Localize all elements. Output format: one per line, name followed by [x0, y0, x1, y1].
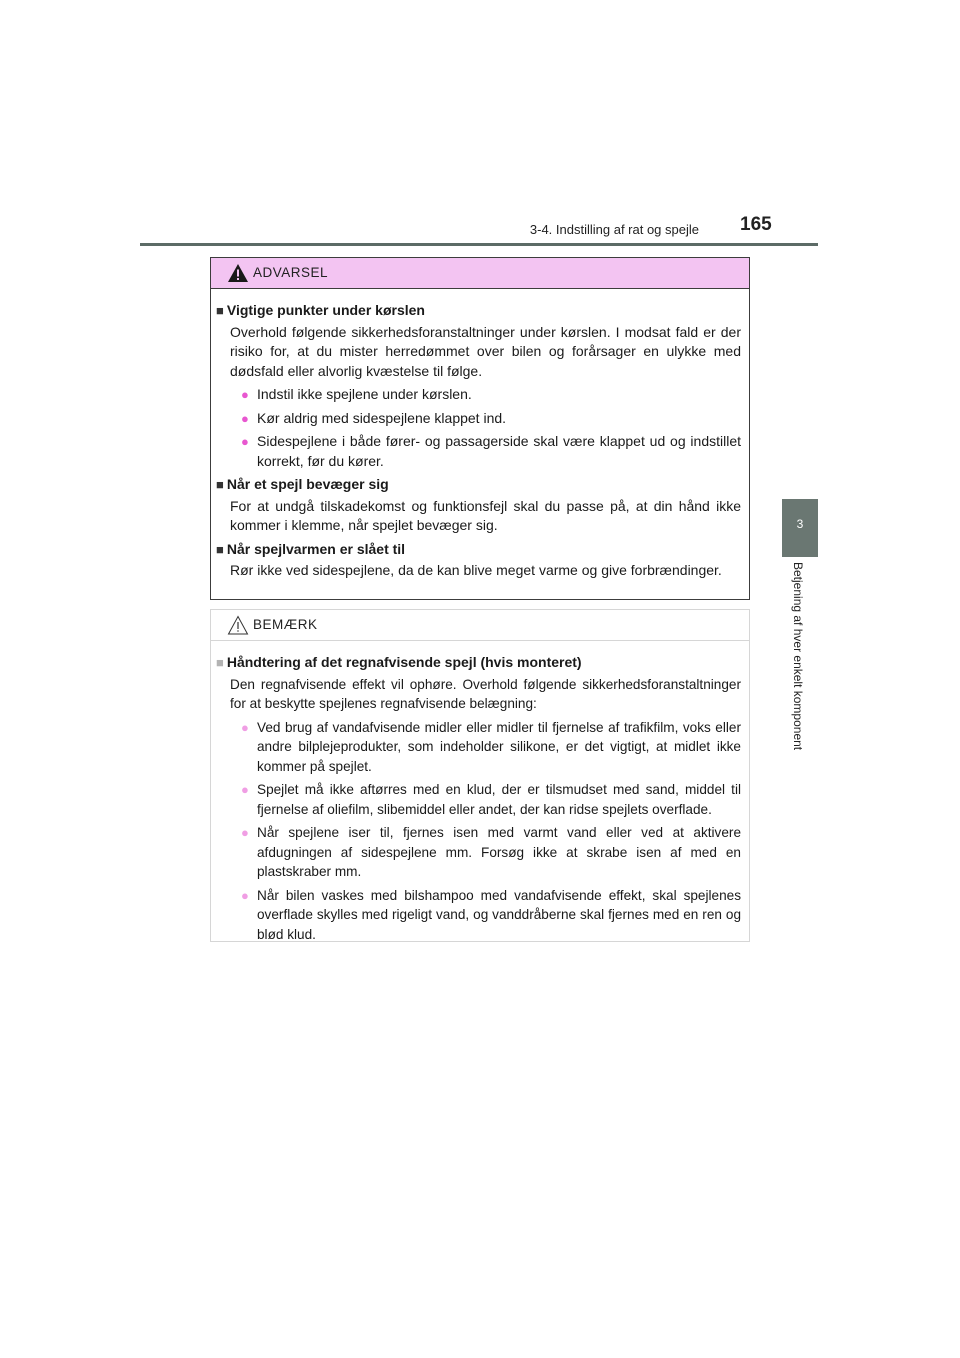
note-box [210, 609, 750, 942]
list-item: ● Indstil ikke spejlene under kørslen. [230, 385, 741, 405]
circle-bullet-icon: ● [241, 887, 249, 903]
list-item: ● Sidespejlene i både fører- og passagerside skal være klappet ud og indstillet korrekt, før du kører. [230, 432, 741, 471]
warning-item-heading: ■ Vigtige punkter under kørslen [216, 301, 741, 321]
warning-header [211, 258, 749, 289]
warning-item-heading: ■ Når et spejl bevæger sig [216, 475, 741, 495]
square-bullet-icon: ■ [216, 303, 224, 318]
square-bullet-icon: ■ [216, 477, 224, 492]
square-bullet-icon: ■ [216, 541, 224, 557]
warning-triangle-icon [227, 263, 249, 283]
square-bullet-icon: ■ [216, 655, 224, 670]
bullet-list [230, 718, 741, 945]
warning-box [210, 257, 750, 600]
chapter-label: Betjening af hver enkelt komponent [791, 562, 805, 751]
caution-triangle-icon [227, 615, 249, 635]
list-item: ● Ved brug af vandafvisende midler eller midler til fjernelse af trafikfilm, voks eller andre bilplejeprodukter, som indeholder silikone, er det vigtigt, at midlet ikke kommer på spejlet. [230, 718, 741, 777]
chapter-number: 3 [796, 517, 804, 531]
note-item-body: Den regnafvisende effekt vil ophøre. Overhold følgende sikkerhedsforanstaltninger for at beskytte spejlenes regnafvisende belægning: ● Ved brug af vandafvisende midler eller midler til fjernelse af trafikfilm, voks eller andre bilplejeprodukter, som indeholder silikone, er det vigtigt, at midlet ikke kommer på spejlet. ● Spejlet må ikke aftørres med en klud, der er tilsmudset med sand, middel til fjernelse af oliefilm, slibemiddel eller andet, der kan ridse spejlets overflade. ● Når spejlene iser til, fjernes isen med varmt vand eller ved at aktivere afdugningen af sidespejlene mm. Forsøg ikke at skrabe isen af med en plastskraber mm. ● Når bilen vaskes med bilshampoo med vandafvisende effekt, skal spejlenes overflade skylles med rigeligt vand, og vanddråberne skal fjernes med en ren og blød klud. [230, 675, 741, 945]
note-header [211, 610, 749, 641]
list-item: ● Når bilen vaskes med bilshampoo med vandafvisende effekt, skal spejlenes overflade skylles med rigeligt vand, og vanddråberne skal fjernes med en ren og blød klud. [230, 886, 741, 945]
warning-content [211, 289, 749, 581]
circle-bullet-icon: ● [241, 719, 249, 735]
circle-bullet-icon: ● [241, 782, 249, 797]
bullet-list [230, 385, 741, 471]
section-title: 3-4. Indstilling af rat og spejle [529, 222, 699, 237]
warning-item-body: Overhold følgende sikkerhedsforanstaltninger under kørslen. I modsat fald er der risiko for, at du mister herredømmet over bilen og forårsager en ulykke med dødsfald eller alvorlig kvæstelse til følge. ● Indstil ikke spejlene under kørslen. ● Kør aldrig med sidespejlene klappet ind. ● Sidespejlene i både fører- og passagerside skal være klappet ud og indstillet korrekt, før du kører. [230, 323, 741, 472]
circle-bullet-icon: ● [241, 410, 249, 426]
list-item: ● Kør aldrig med sidespejlene klappet ind. [230, 409, 741, 429]
note-content [211, 641, 749, 944]
circle-bullet-icon: ● [241, 387, 249, 402]
circle-bullet-icon: ● [241, 434, 249, 449]
header-rule [140, 243, 818, 246]
warning-item-heading: ■ Når spejlvarmen er slået til [216, 540, 741, 560]
page-number: 165 [740, 214, 772, 235]
warning-label: ADVARSEL [253, 265, 329, 280]
list-item: ● Når spejlene iser til, fjernes isen med varmt vand eller ved at aktivere afdugningen af sidespejlene mm. Forsøg ikke at skrabe isen af med en plastskraber mm. [230, 823, 741, 882]
warning-item-body: Rør ikke ved sidespejlene, da de kan blive meget varme og give forbrændinger. [230, 562, 722, 578]
note-item-heading: ■ Håndtering af det regnafvisende spejl (hvis monteret) [216, 653, 741, 673]
list-item: ● Spejlet må ikke aftørres med en klud, der er tilsmudset med sand, middel til fjernelse af oliefilm, slibemiddel eller andet, der kan ridse spejlets overflade. [230, 780, 741, 819]
chapter-tab [782, 499, 818, 557]
circle-bullet-icon: ● [241, 825, 249, 840]
warning-item-body: For at undgå tilskadekomst og funktionsfejl skal du passe på, at din hånd ikke kommer i klemme, når spejlet bevæger sig. [230, 497, 741, 533]
note-label: BEMÆRK [253, 617, 318, 632]
